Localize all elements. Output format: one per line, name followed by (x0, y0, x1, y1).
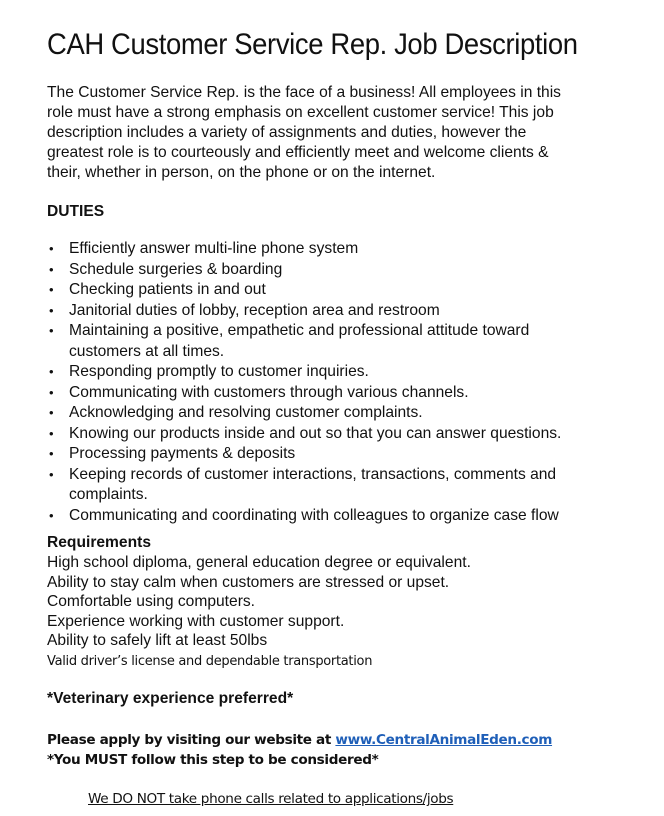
duty-text: Janitorial duties of lobby, reception area and restroom (69, 301, 440, 319)
page-title: CAH Customer Service Rep. Job Description (47, 28, 578, 61)
bullet-icon: • (49, 446, 54, 461)
no-calls-notice: We DO NOT take phone calls related to applications/jobs (88, 791, 454, 807)
bullet-icon: • (49, 384, 54, 400)
duty-item (47, 506, 647, 527)
duty-text: Schedule surgeries & boarding (69, 260, 283, 278)
duty-text: Keeping records of customer interactions, transactions, comments and complaints. (69, 465, 557, 503)
duty-text: Knowing our products inside and out so that you can answer questions. (69, 424, 562, 442)
preferred-note: *Veterinary experience preferred* (47, 690, 294, 707)
duty-item (47, 260, 647, 281)
intro-line: description includes a variety of assignments and duties, however the (47, 124, 527, 141)
duty-text: Communicating with customers through various channels. (69, 383, 469, 401)
duty-text: Maintaining a positive, empathetic and professional attitude toward customers at all times. (69, 322, 530, 360)
apply-instructions (47, 730, 552, 750)
duty-item (47, 424, 647, 445)
requirement-item: Comfortable using computers. (47, 593, 256, 610)
bullet-icon: • (49, 241, 54, 256)
bullet-icon: • (49, 323, 54, 338)
intro-line: role must have a strong emphasis on excellent customer service! This job (47, 104, 554, 121)
requirement-item: Valid driver’s license and dependable transportation (47, 653, 373, 669)
duty-item (47, 301, 647, 322)
requirements-heading: Requirements (47, 534, 151, 551)
duty-item (47, 403, 647, 424)
duty-item (47, 280, 647, 301)
apply-text: Please apply by visiting our website at (47, 732, 336, 748)
duty-item (47, 239, 647, 260)
bullet-icon: • (49, 466, 54, 482)
duty-item (47, 362, 647, 383)
duty-item (47, 321, 589, 362)
requirement-item: High school diploma, general education degree or equivalent. (47, 554, 471, 571)
bullet-icon: • (49, 405, 54, 420)
duty-text: Checking patients in and out (69, 281, 266, 298)
requirements-list (47, 553, 471, 672)
requirement-item: Ability to stay calm when customers are stressed or upset. (47, 573, 450, 591)
bullet-icon: • (49, 364, 54, 379)
duties-heading: DUTIES (47, 203, 105, 220)
website-link[interactable]: www.CentralAnimalEden.com (335, 732, 553, 748)
requirement-item: Ability to safely lift at least 50lbs (47, 632, 268, 649)
bullet-icon: • (49, 425, 54, 441)
requirement-item: Experience working with customer support. (47, 612, 345, 630)
intro-line: The Customer Service Rep. is the face of a business! All employees in this (47, 84, 561, 101)
bullet-icon: • (49, 261, 54, 277)
intro-paragraph (47, 83, 617, 183)
bullet-icon: • (49, 282, 54, 297)
duty-text: Acknowledging and resolving customer complaints. (69, 404, 423, 421)
bullet-icon: • (49, 507, 54, 523)
duty-text: Processing payments & deposits (69, 445, 296, 462)
duty-item (47, 444, 647, 465)
intro-line: their, whether in person, on the phone or on the internet. (47, 164, 436, 181)
duty-item (47, 465, 629, 506)
duty-item (47, 383, 647, 404)
duty-text: Communicating and coordinating with colleagues to organize case flow (69, 506, 559, 524)
intro-line: greatest role is to courteously and efficiently meet and welcome clients & (47, 144, 549, 161)
duties-list (47, 239, 647, 526)
duty-text: Responding promptly to customer inquiries. (69, 363, 369, 380)
must-note: *You MUST follow this step to be considered* (47, 752, 379, 768)
bullet-icon: • (49, 302, 54, 318)
duty-text: Efficiently answer multi-line phone system (69, 240, 359, 257)
